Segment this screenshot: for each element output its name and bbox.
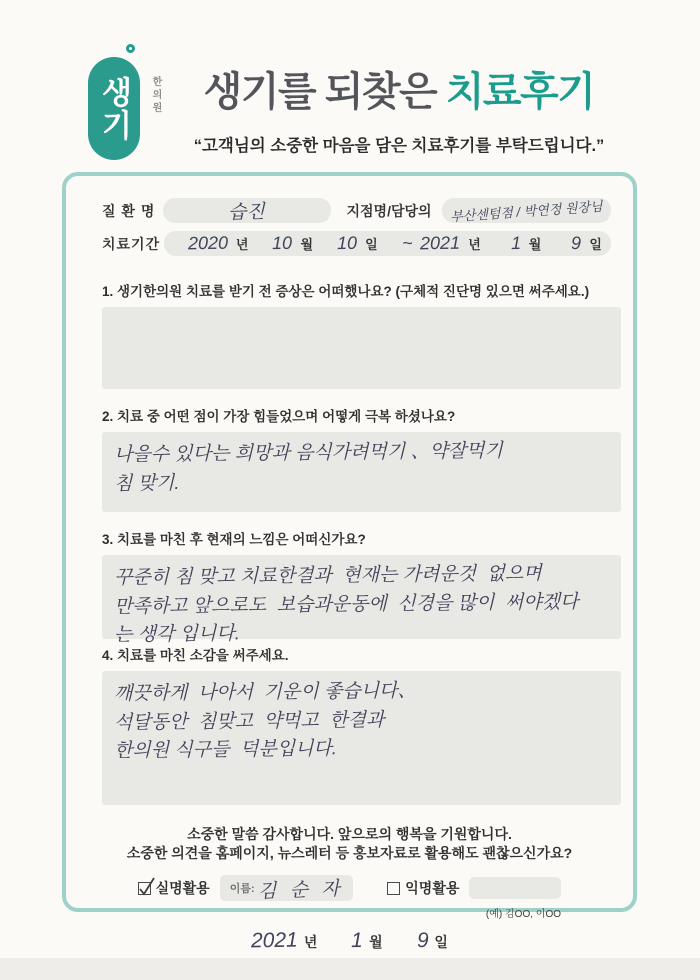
date-day-handwriting: 9 [416, 928, 429, 953]
period-unit-month1: 월 [300, 237, 314, 252]
question-3-label: 3. 치료를 마친 후 현재의 느낌은 어떠신가요? [102, 532, 366, 547]
period-start-year: 2020 [187, 232, 229, 254]
answer-line: 꾸준히 침 맞고 치료한결과 현재는 가려운것 없으며 [113, 563, 542, 589]
disease-branch-row [102, 198, 611, 223]
period-end-month: 1 [510, 232, 521, 254]
branch-value-handwriting: 부산센텀점 / 박연정 원장님 [449, 198, 603, 225]
anonymous-name-field [469, 877, 561, 899]
period-field [164, 231, 611, 256]
name-prefix-label: 이름: [229, 883, 255, 895]
thanks-line-1: 소중한 말씀 감사합니다. 앞으로의 행복을 기원합니다. [187, 826, 512, 842]
period-start-month: 10 [272, 232, 293, 254]
thanks-text [88, 825, 611, 863]
answer-line: 는 생각 입니다. [113, 623, 241, 646]
answer-line: 침 맞기. [113, 472, 180, 495]
name-value-handwriting: 김 순 자 [257, 878, 344, 902]
question-4-label: 4. 치료를 마친 소감을 써주세요. [102, 648, 289, 663]
disease-value-handwriting: 습진 [228, 201, 266, 224]
period-tilde-handwriting: ~ [401, 232, 413, 254]
period-start-day: 10 [336, 232, 358, 254]
branch-label: 지점명/담당의 [346, 202, 432, 219]
logo-dot-icon [126, 44, 135, 53]
checkmark-icon [137, 874, 157, 896]
page-title-accent: 치료후기 [445, 70, 595, 114]
realname-label: 실명활용 [155, 880, 210, 896]
period-label: 치료기간 [102, 235, 161, 252]
period-unit-month2: 월 [528, 237, 542, 252]
date-unit-day: 일 [434, 934, 448, 950]
answer-line: 만족하고 앞으로도 보습과운동에 신경을 많이 써야겠다 [113, 591, 579, 618]
name-field [220, 875, 354, 901]
question-2-label: 2. 치료 중 어떤 점이 가장 힘들었으며 어떻게 극복 하셨나요? [102, 409, 456, 424]
period-unit-year1: 년 [235, 237, 249, 252]
anonymous-checkbox-unchecked [387, 882, 400, 895]
page-title [160, 60, 638, 117]
question-2-answer-box [102, 432, 621, 512]
thanks-line-2: 소중한 의견을 홈페이지, 뉴스레터 등 홍보자료로 활용해도 괜찮으신가요? [126, 845, 573, 861]
disease-field [163, 198, 331, 223]
branch-field [442, 198, 611, 223]
period-end-year: 2021 [419, 232, 461, 254]
answer-line: 깨끗하게 나아서 기운이 좋습니다、 [113, 680, 417, 705]
date-year-handwriting: 2021 [250, 928, 299, 953]
question-1-label: 1. 생기한의원 치료를 받기 전 증상은 어떠했나요? (구체적 진단명 있으면 써주세요.) [102, 284, 590, 299]
disease-label: 질 환 명 [102, 202, 156, 219]
period-unit-day2: 일 [589, 237, 602, 252]
consent-row [88, 875, 611, 901]
logo-text: 생기 [96, 75, 132, 142]
period-end-day: 9 [571, 232, 582, 254]
anonymous-example-hint: (예) 김OO, 이OO [485, 909, 561, 920]
page-subtitle: “고객님의 소중한 마음을 담은 치료후기를 부탁드립니다.” [193, 137, 605, 155]
question-1-answer-box [102, 307, 621, 389]
clinic-logo [88, 44, 168, 169]
realname-checkbox-checked [138, 882, 151, 895]
answer-line: 석달동안 침맞고 약먹고 한결과 [113, 709, 385, 734]
hint-row [88, 905, 611, 920]
date-unit-year: 년 [303, 934, 318, 950]
logo-pill [88, 57, 140, 160]
scan-edge-strip [0, 958, 700, 980]
period-unit-year2: 년 [468, 237, 481, 252]
question-4-answer-box [102, 671, 621, 805]
header-title-block [160, 60, 638, 156]
answer-line: 나을수 있다는 희망과 음식가려먹기 、약잘먹기 [113, 440, 503, 466]
logo-subtext: 한의원 [150, 76, 161, 115]
page-title-prefix: 생기를 되찾은 [203, 70, 446, 114]
period-unit-day1: 일 [365, 237, 378, 252]
date-month-handwriting: 1 [351, 928, 364, 953]
questions-section [102, 280, 621, 805]
review-form-card [62, 172, 637, 953]
answer-line: 한의원 식구들 덕분입니다. [113, 738, 338, 762]
date-unit-month: 월 [369, 934, 383, 950]
anonymous-label: 익명활용 [405, 880, 460, 896]
signature-date-row [88, 929, 611, 953]
treatment-period-row [102, 231, 611, 256]
question-3-answer-box [102, 555, 621, 646]
